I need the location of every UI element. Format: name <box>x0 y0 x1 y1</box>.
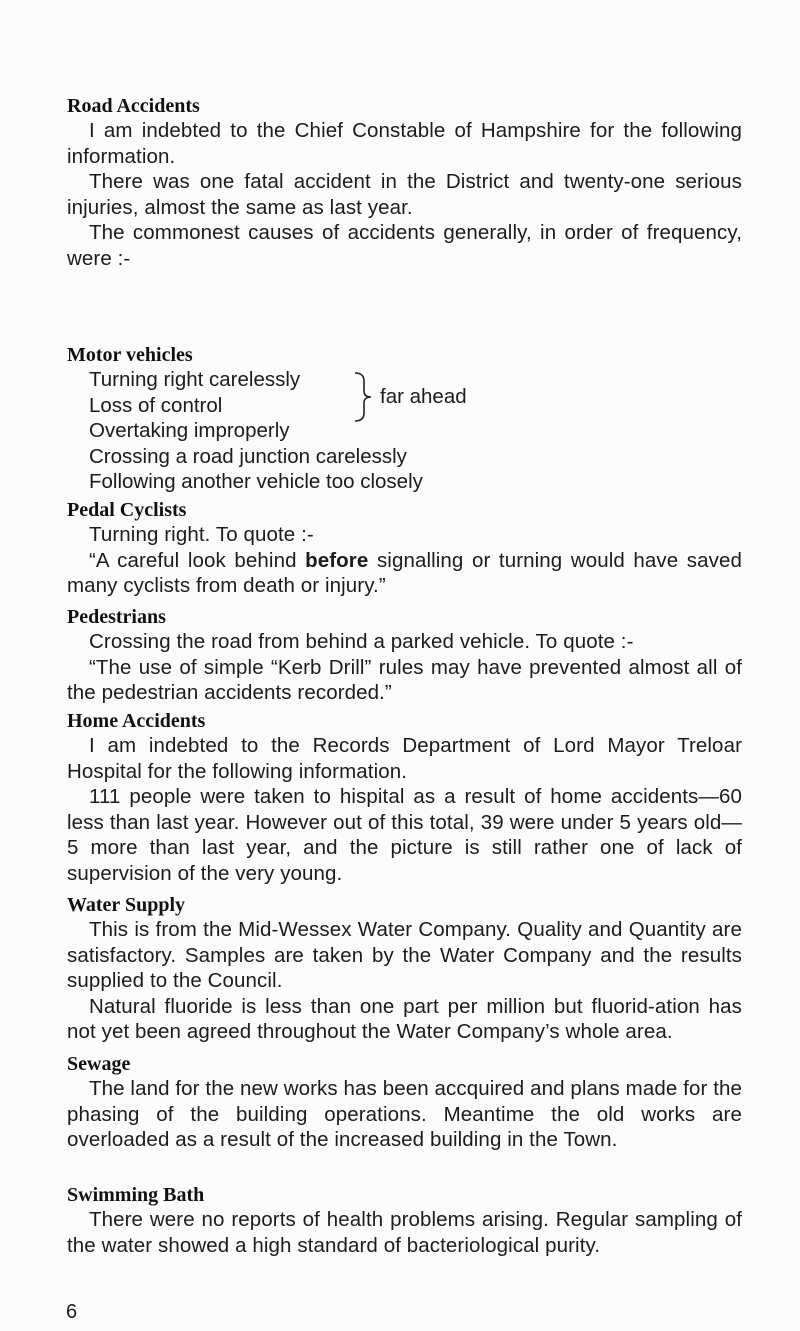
water-paragraph-1: This is from the Mid-Wessex Water Company. Quality and Quantity are satisfactory. Samples are taken by the Water Company and the results supplied to the Council. <box>67 918 742 992</box>
swimming-paragraph-1: There were no reports of health problems arising. Regular sampling of the water showed a high standard of bacteriological purity. <box>67 1208 742 1257</box>
road-paragraph-3: The commonest causes of accidents generally, in order of frequency, were :- <box>67 221 742 270</box>
quote-text-start: “A careful look behind <box>89 548 297 572</box>
quote-bold-word: before <box>305 548 369 572</box>
cyclists-quote <box>67 548 742 599</box>
road-paragraph-2: There was one fatal accident in the District and twenty-one serious injuries, almost the same as last year. <box>67 170 742 219</box>
section-heading-sewage: Sewage <box>67 1053 131 1075</box>
section-heading-water-supply: Water Supply <box>67 894 185 916</box>
brace-note-text: far ahead <box>380 385 467 408</box>
home-paragraph-2: 111 people were taken to hispital as a result of home accidents—60 less than last year. However out of this total, 39 were under 5 years old—5 more than last year, and the picture is still rather one of lack of supervision of the very young. <box>67 785 742 885</box>
pedal-cyclists-section <box>67 498 742 599</box>
section-heading-road-accidents: Road Accidents <box>67 95 200 117</box>
cyclists-paragraph-1: Turning right. To quote :- <box>89 523 314 546</box>
road-accidents-section <box>67 94 742 271</box>
right-brace-icon <box>352 371 374 423</box>
section-heading-motor-vehicles: Motor vehicles <box>67 344 193 366</box>
road-paragraph-1: I am indebted to the Chief Constable of Hampshire for the following information. <box>67 119 742 168</box>
list-item: Loss of control <box>89 393 223 417</box>
sewage-section <box>67 1052 742 1153</box>
swimming-bath-section <box>67 1183 742 1258</box>
pedestrians-paragraph-1: Crossing the road from behind a parked vehicle. To quote :- <box>89 630 634 653</box>
list-item: Overtaking improperly <box>89 419 290 442</box>
water-paragraph-2: Natural fluoride is less than one part per million but fluorid-ation has not yet been agreed throughout the Water Company’s whole area. <box>67 994 742 1043</box>
list-item: Turning right carelessly <box>89 368 301 391</box>
section-heading-home-accidents: Home Accidents <box>67 710 206 732</box>
list-item: Crossing a road junction carelessly <box>89 444 407 468</box>
page-number: 6 <box>66 1301 78 1323</box>
section-heading-pedestrians: Pedestrians <box>67 606 166 628</box>
pedestrians-section <box>67 605 742 706</box>
home-paragraph-1: I am indebted to the Records Department of Lord Mayor Treloar Hospital for the following information. <box>67 734 742 783</box>
section-heading-pedal-cyclists: Pedal Cyclists <box>67 499 187 521</box>
motor-vehicles-section <box>67 343 742 495</box>
home-accidents-section <box>67 709 742 886</box>
pedestrians-quote: “The use of simple “Kerb Drill” rules may have prevented almost all of the pedestrian accidents recorded.” <box>67 655 742 704</box>
water-supply-section <box>67 893 742 1045</box>
section-heading-swimming-bath: Swimming Bath <box>67 1184 205 1206</box>
sewage-paragraph-1: The land for the new works has been accquired and plans made for the phasing of the building operations. Meantime the old works are overloaded as a result of the increased building in the Town. <box>67 1077 742 1151</box>
quote-text-end: signalling or turning would have saved many cyclists from death or injury.” <box>67 548 743 597</box>
brace-annotation <box>352 371 467 423</box>
list-item: Following another vehicle too closely <box>89 470 423 493</box>
